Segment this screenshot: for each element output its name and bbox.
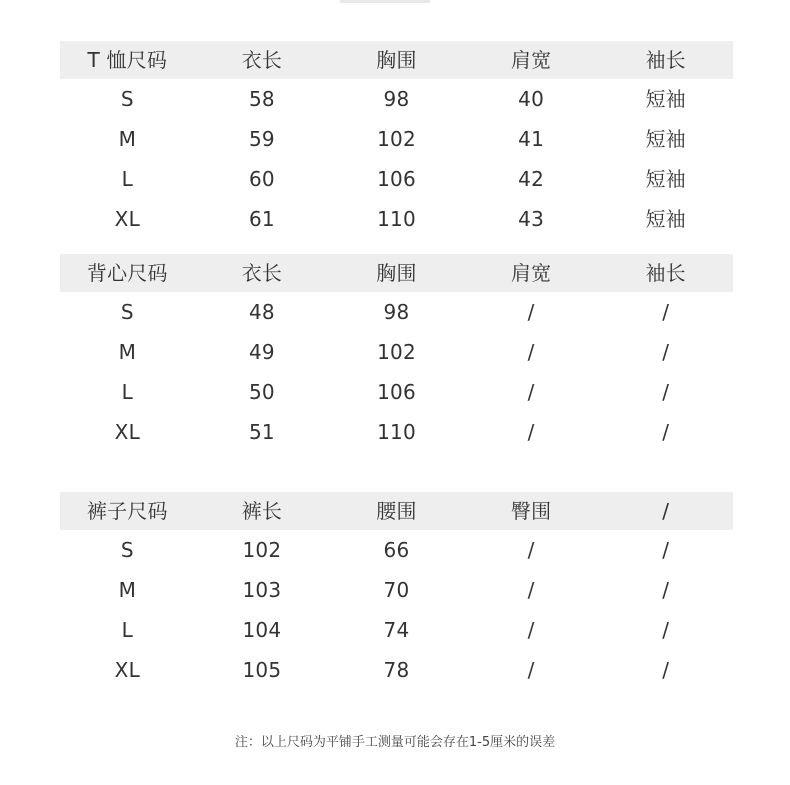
size-label: M xyxy=(118,340,137,364)
measurement-cell: 106 xyxy=(377,167,416,191)
top-divider xyxy=(340,0,430,3)
size-label: S xyxy=(120,300,134,324)
measurement-cell: 66 xyxy=(383,538,410,562)
col-header: 胸围 xyxy=(376,261,417,285)
table-row xyxy=(60,412,733,452)
measurement-cell: 41 xyxy=(518,127,544,151)
measurement-cell: 短袖 xyxy=(645,127,686,151)
col-header: 袖长 xyxy=(645,48,686,72)
measurement-cell: / xyxy=(662,420,670,444)
col-header: 肩宽 xyxy=(510,261,552,285)
measurement-cell: 103 xyxy=(242,578,282,602)
table-header-row xyxy=(60,492,733,530)
measurement-cell: 61 xyxy=(248,207,275,231)
col-header: 袖长 xyxy=(645,261,686,285)
measurement-cell: 110 xyxy=(377,420,416,444)
pants-size-table xyxy=(60,492,733,690)
vest-size-table xyxy=(60,254,733,452)
size-label: L xyxy=(121,618,133,642)
table-row xyxy=(60,570,733,610)
col-header: 裤长 xyxy=(241,499,283,523)
measurement-cell: / xyxy=(527,618,535,642)
table-row xyxy=(60,199,733,239)
measurement-cell: 51 xyxy=(248,420,275,444)
measurement-cell: 42 xyxy=(518,167,544,191)
size-label: XL xyxy=(114,658,140,682)
measurement-cell: 短袖 xyxy=(645,207,686,231)
measurement-cell: 短袖 xyxy=(645,87,686,111)
table-row xyxy=(60,610,733,650)
measurement-cell: / xyxy=(527,380,535,404)
size-label: S xyxy=(120,538,134,562)
measurement-cell: 98 xyxy=(383,87,410,111)
table-row xyxy=(60,159,733,199)
size-label: M xyxy=(118,127,137,151)
table-row xyxy=(60,650,733,690)
size-label: XL xyxy=(114,207,140,231)
measurement-cell: 102 xyxy=(377,340,416,364)
measurement-cell: / xyxy=(662,658,670,682)
col-header: 臀围 xyxy=(510,499,552,523)
measurement-cell: / xyxy=(662,538,670,562)
measurement-cell: 102 xyxy=(377,127,416,151)
measurement-cell: 70 xyxy=(383,578,410,602)
measurement-cell: 74 xyxy=(383,618,410,642)
size-header: 背心尺码 xyxy=(86,261,168,285)
table-header-row xyxy=(60,254,733,292)
col-header: 衣长 xyxy=(241,261,283,285)
measurement-cell: / xyxy=(662,340,670,364)
size-label: S xyxy=(120,87,134,111)
col-header: 胸围 xyxy=(376,48,417,72)
measurement-cell: 短袖 xyxy=(645,167,686,191)
measurement-cell: 60 xyxy=(248,167,275,191)
table-header-row xyxy=(60,41,733,79)
table-row xyxy=(60,530,733,570)
measurement-cell: / xyxy=(527,300,535,324)
size-label: M xyxy=(118,578,137,602)
measurement-cell: 106 xyxy=(377,380,416,404)
col-header: 腰围 xyxy=(376,499,417,523)
measurement-cell: / xyxy=(527,420,535,444)
measurement-cell: 78 xyxy=(383,658,410,682)
measurement-cell: / xyxy=(662,380,670,404)
measurement-cell: 104 xyxy=(242,618,282,642)
measurement-cell: / xyxy=(527,578,535,602)
size-label: L xyxy=(121,167,133,191)
measurement-cell: 102 xyxy=(242,538,282,562)
col-header: / xyxy=(662,499,670,523)
measurement-cell: 105 xyxy=(242,658,282,682)
measurement-cell: 40 xyxy=(518,87,544,111)
size-header: 裤子尺码 xyxy=(86,499,168,523)
table-row xyxy=(60,372,733,412)
table-row xyxy=(60,119,733,159)
size-label: L xyxy=(121,380,133,404)
measurement-note: 注：以上尺码为平铺手工测量可能会存在1-5厘米的误差 xyxy=(234,735,556,750)
size-label: XL xyxy=(114,420,140,444)
measurement-cell: 59 xyxy=(248,127,275,151)
measurement-cell: 50 xyxy=(248,380,275,404)
table-row xyxy=(60,292,733,332)
table-row xyxy=(60,332,733,372)
col-header: 衣长 xyxy=(241,48,283,72)
col-header: 肩宽 xyxy=(510,48,552,72)
size-header: T 恤尺码 xyxy=(87,48,168,72)
measurement-cell: / xyxy=(662,618,670,642)
tshirt-size-table xyxy=(60,41,733,239)
measurement-cell: / xyxy=(527,658,535,682)
measurement-cell: 49 xyxy=(248,340,275,364)
measurement-cell: / xyxy=(662,300,670,324)
table-row xyxy=(60,79,733,119)
measurement-cell: 58 xyxy=(248,87,275,111)
measurement-cell: 43 xyxy=(518,207,544,231)
measurement-cell: / xyxy=(662,578,670,602)
measurement-cell: / xyxy=(527,538,535,562)
measurement-cell: 48 xyxy=(248,300,275,324)
measurement-cell: 110 xyxy=(377,207,416,231)
measurement-cell: 98 xyxy=(383,300,410,324)
measurement-cell: / xyxy=(527,340,535,364)
